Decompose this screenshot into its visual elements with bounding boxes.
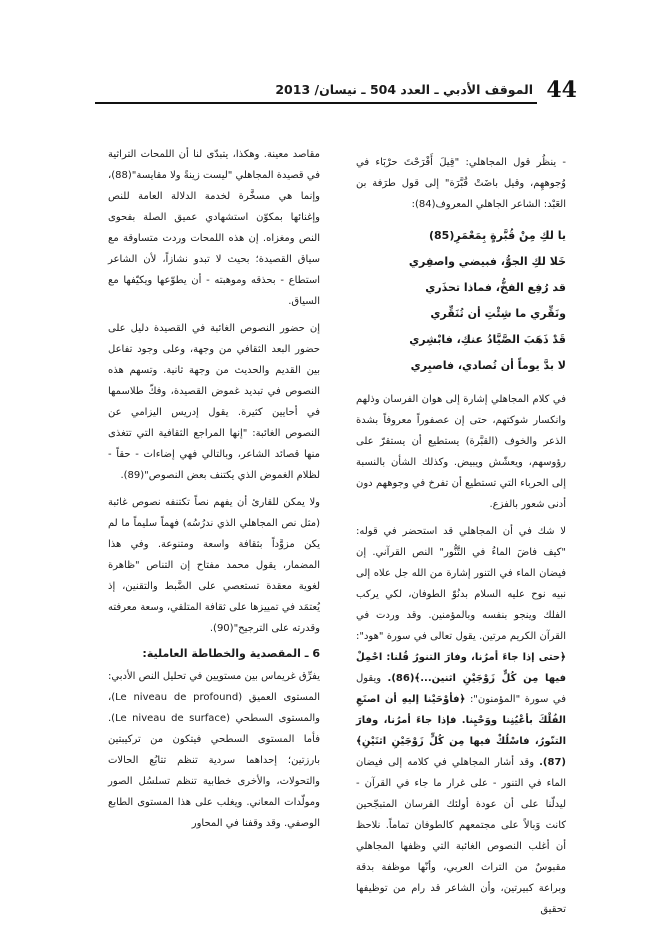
running-header: [95, 78, 575, 106]
paragraph-text: وقد أشار المجاهلي في كلامه إلى فيضان الماء في التنور - على غرار ما جاء في القرآن - ليدلّنا على أن عودة أولئك الفرسان المتبجّحين كانت وَبالاً على مجتمعهم كالطوفان تماماً. نلاحظ أن أغلب النصوص الغائبة التي وظفها المجاهلي مقبوسٌ من التراث العربي، وأنّها موظفة بدقة وبراعة كبيرتين، وأن الشاعر قد رام من توظيفها تحقيق: [356, 757, 566, 915]
poem-line: لا بدَّ يوماً أن تُصادي، فاصبِري: [410, 359, 566, 372]
poem-line: ونَقِّري ما شِئْتِ أن تُنَقِّري: [430, 307, 566, 320]
body-paragraph: مقاصد معينة. وهكذا، يتبدّى لنا أن اللمحات التراثية في قصيدة المجاهلي "ليست زينةً ولا مقايسة"(88)، وإنما هي مسخَّرة لخدمة الدلالة العامة للنص وإغنائها بمكوّن استشهادي عميق الصلة بفحوى النص ومغزاه. إن هذه اللمحات وردت متساوقة مع سياق القصيدة؛ بحيث لا تبدو نشازاً، لأن الشاعر استطاع - بحذقه وموهبته - أن يطوّعها ويكيّفها مع السياق.: [107, 149, 320, 307]
page-number: 44: [546, 77, 577, 103]
section-heading: 6 ـ المقصدية والخطاطة العاملية:: [142, 647, 320, 660]
poem-line: قد رُفِع الفخُّ، فماذا تحذَري: [425, 281, 566, 294]
header-rule: [95, 102, 537, 104]
paragraph-text: لا شك في أن المجاهلي قد استحضر في قوله: "كيف فاضَ الماءُ في التَّنُّور" النص القرآني. إن فيضان الماء في التنور إشارة من الله جل علاه إلى نبيه نوح عليه السلام بدنُوّ الطوفان، لكي يركب الفلك وينجو بنفسه وبالمؤمنين. وقد وردت في القرآن الكريم مرتين. يقول تعالى في سورة "هود":: [356, 526, 566, 642]
quran-quote: ﴿حتى إذا جاءَ أمرُنا، وفارَ التنورُ قُلنا: احْمِلْ فيها مِن كُلٍّ زَوْجَيْنِ اثنين...﴾(86).: [356, 652, 566, 684]
body-paragraph: ولا يمكن للقارئ أن يفهم نصاً تكتنفه نصوص غائبة (مثل نص المجاهلي الذي ندرُسُه) فهماً سليماً ما لم يكن مزوَّداً بثقافة واسعة ومتنوعة. وفي هذا المضمار، يقول محمد مفتاح إن التناص "ظاهرة لغوية معقدة تستعصي على الضَّبط والتقنين، إذ يُعتمَد في تمييزها على ثقافة المتلقي، وسعة معرفته وقدرته على الترجيح"(90).: [108, 497, 320, 634]
body-paragraph: [356, 521, 566, 920]
right-column: [356, 152, 566, 920]
poem-line: خَلا لكِ الجوُّ، فبيضي واصفِري: [408, 255, 566, 268]
journal-title: الموقف الأدبي ـ العدد 504 ـ نيسان/ 2013: [275, 82, 533, 97]
body-paragraph: يفرِّق غريماس بين مستويين في تحليل النص الأدبي: المستوى العميق (Le niveau de profound)، والمستوى السطحي (Le niveau de surface). فأما المستوى السطحي فيتكون من تركيبتين بارزتين؛ إحداهما سردية تنظم تتابُع الحالات والتحولات، والأخرى خطابية تنظم تسلسُل الصور ومولّدات المعاني. ويغلب على هذا المستوى الطابع الوصفي. وقد وقفنا في المحاور: [108, 671, 320, 829]
poem-line: قَدْ ذَهَبَ الصَّيَّادُ عنكِ، فابْشِري: [409, 333, 566, 346]
quran-quote: ﴿فأوْحَيْنا إليهِ أن اصنَعِ الفُلْكَ بأعْيُنِنا ووَحْيِنا. فإذا جاءَ أمرُنا، وفارَ التنّورُ، فاسْلُكْ فيها مِن كُلٍّ زَوْجَيْنِ اثنَيْنِ﴾(87).: [356, 694, 566, 768]
left-column: [108, 144, 320, 834]
poem-block: [356, 223, 566, 379]
body-paragraph: في كلام المجاهلي إشارة إلى هوان الفرسان وذلهم وانكسار شوكتهم، حتى إن عصفوراً معروفاً بشدة الذعر والخوف (القبَّرة) يستطيع أن يستقرّ على رؤوسهم، ويعشّش ويبيض. وكذلك الشأن بالنسبة إلى الحرباء التي تستطيع أن تفرخ في وجوههم دون أدنى شعور بالفزع.: [356, 394, 566, 510]
body-paragraph: إن حضور النصوص الغائبة في القصيدة دليل على حضور البعد الثقافي من وجهة، وعلى وجود تفاعل بين القديم والحديث من وجهة ثانية. وتسهم هذه النصوص في تبديد غموض القصيدة، وفكّ طلاسمها في أحايين كثيرة. يقول إدريس اليزامي عن النصوص الغائبة: "إنها المراجع الثقافية التي تتغذى منها قصائد الشاعر، وبالتالي فهي إضاءات - حقاً - لظلام الغموض الذي يكتنف بعض النصوص"(89).: [108, 323, 320, 481]
paragraph-text: ويقول في سورة "المؤمنون":: [356, 673, 566, 705]
poem-line: يا لكِ مِنْ قُبَّرةٍ بِمَعْمَرِ(85): [429, 229, 566, 242]
intro-paragraph: - ينظُر قول المجاهلي: "قِيلَ أَفْرَحْتَ حرْبَاء في وُجوههِم، وقيل باضَتْ قُبَّرَة" إلى قول طرَفة بن العَبْد: الشاعر الجاهلي المعروف(84):: [356, 157, 566, 210]
